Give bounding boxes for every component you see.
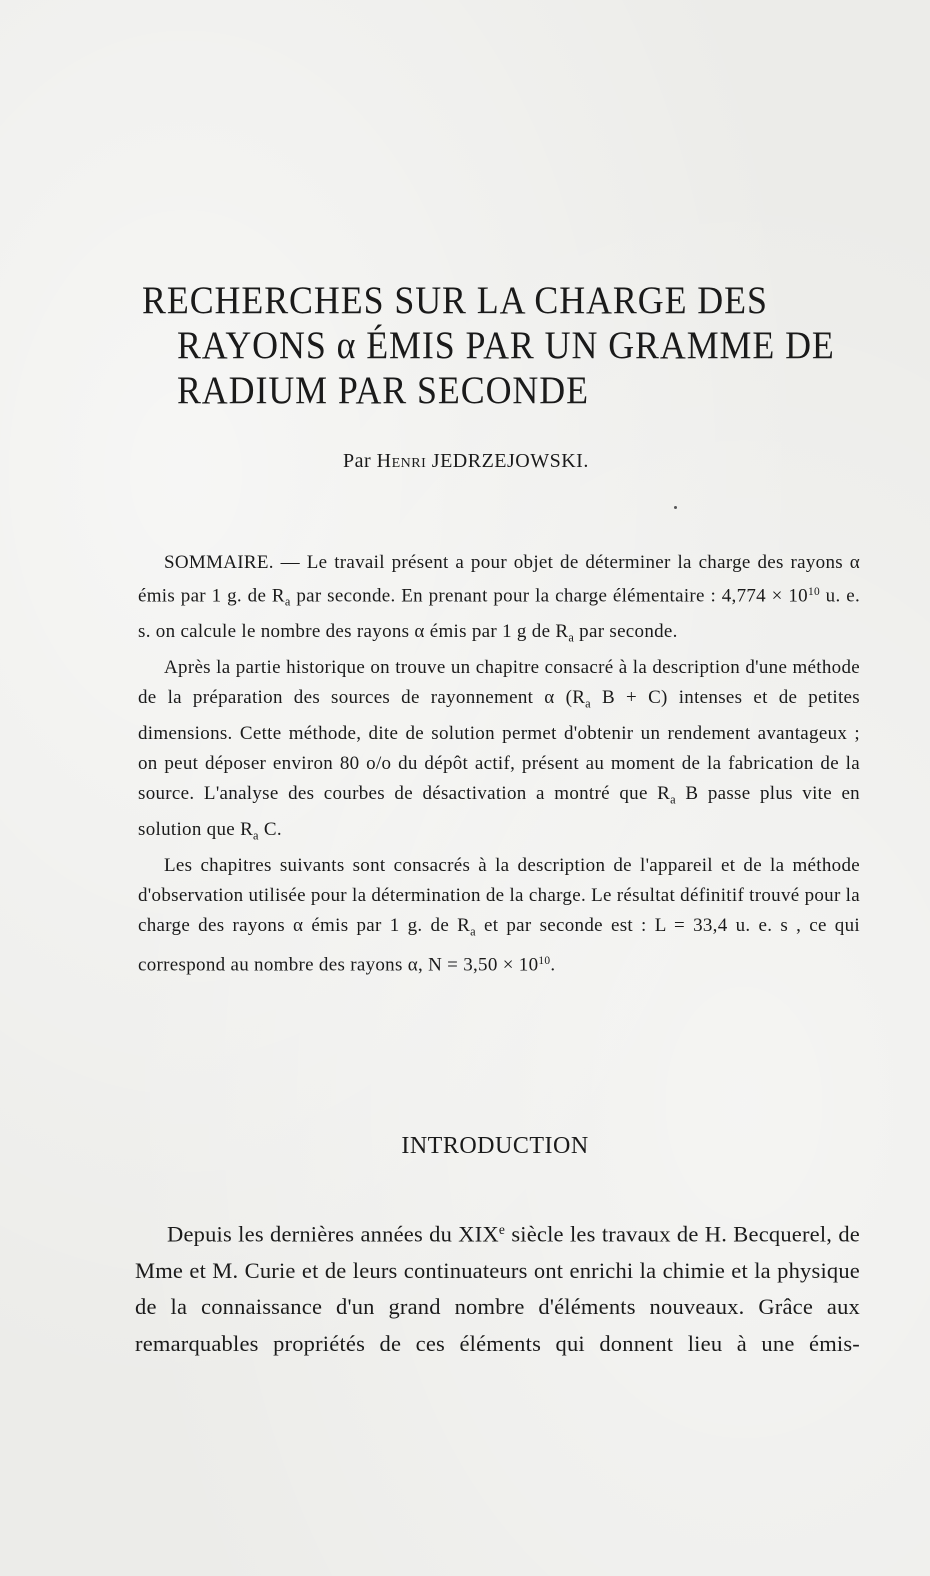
abstract <box>138 548 860 980</box>
section-heading-introduction: INTRODUCTION <box>401 1133 589 1159</box>
author-first-name: Henri <box>376 450 427 472</box>
title-line-2: RAYONS α ÉMIS PAR UN GRAMME DE <box>176 324 835 367</box>
abstract-paragraph-1: SOMMAIRE. — Le travail présent a pour objet de déterminer la charge des rayons α émis par 1 g. de $R_a$ par seconde. En prenant pour la charge élémentaire : $4,774 \times 10^{10}$ u. e. s. on calcule le nombre des rayons α émis par 1 g de $R_a$ par seconde. <box>138 552 860 645</box>
introduction-paragraph: Depuis les dernières années du XIXe siècle les travaux de H. Becquerel, de Mme et M. Curie et de leurs continuateurs ont enrichi la chimie et la physique de la connaissance d'un grand nombre d'éléments nouveaux. Grâce aux remarquables propriétés de ces éléments qui donnent lieu à une émis- <box>135 1221 860 1356</box>
author-last-name: JEDRZEJOWSKI. <box>431 450 589 472</box>
abstract-paragraph-2: Après la partie historique on trouve un chapitre consacré à la description d'une méthode de la préparation des sources de rayonnement α ($R_a$ B + C) intenses et de petites dimensions. Cette méthode, dite de solution permet d'obtenir un rendement avantageux ; on peut déposer environ 80 o/o du dépôt actif, présent au moment de la fabrication de la source. L'analyse des courbes de désactivation a montré que $R_a$ B passe plus vite en solution que $R_a$ C. <box>138 657 860 843</box>
introduction-text <box>135 1212 860 1362</box>
title-line-1: RECHERCHES SUR LA CHARGE DES <box>142 279 768 322</box>
author-prefix: Par <box>343 450 372 472</box>
abstract-paragraph-3: Les chapitres suivants sont consacrés à la description de l'appareil et de la méthode d'observation utilisée pour la détermination de la charge. Le résultat définitif trouvé pour la charge des rayons α émis par 1 g. de $R_a$ et par seconde est : L = 33,4 u. e. s , ce qui correspond au nombre des rayons α, $N = 3,50 \times 10^{10}$. <box>138 855 860 975</box>
title-line-3: RADIUM PAR SECONDE <box>176 369 589 412</box>
paper-title <box>142 278 835 413</box>
author-line <box>343 450 589 473</box>
ink-speck <box>674 506 677 509</box>
